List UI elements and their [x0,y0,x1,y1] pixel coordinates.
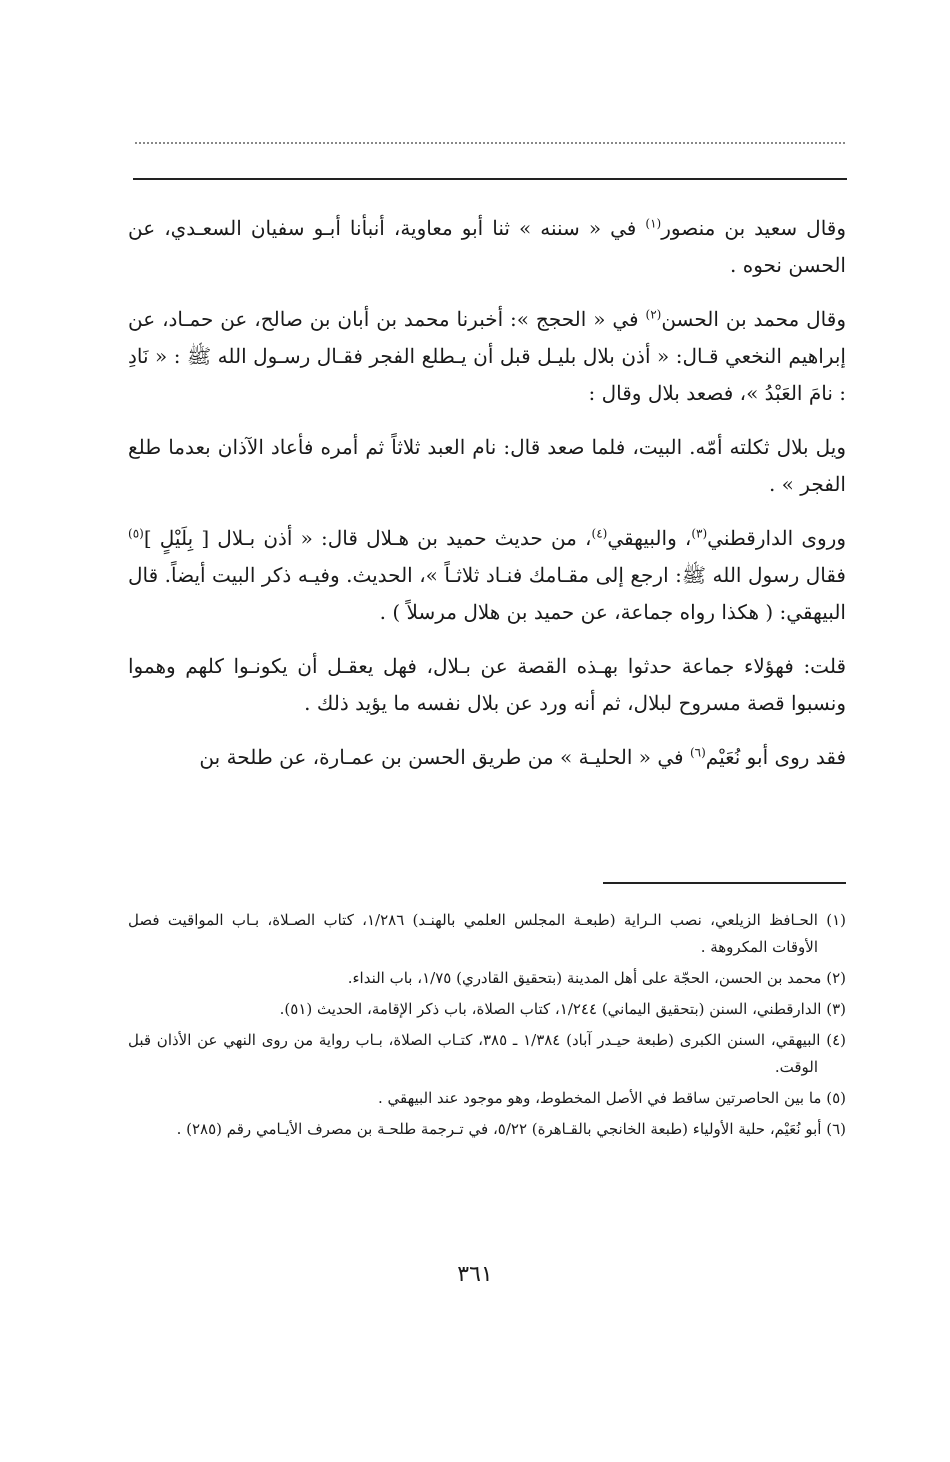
footnote: (٤) البيهقي، السنن الكبرى (طبعة حيـدر آباد) ١/٣٨٤ ـ ٣٨٥، كتـاب الصلاة، بـاب رواية من روى النهي عن الأذان قبل الوقت. [128,1031,846,1076]
header-rule [133,178,847,180]
paragraph: قلت: فهؤلاء جماعة حدثوا بهـذه القصة عن بـلال، فهل يعقـل أن يكونـوا كلهم وهموا ونسبوا قصة مسروح لبلال، ثم أنه ورد عن بلال نفسه ما يؤيد ذلك . [128,654,846,715]
paragraph: ويل بلال ثكلته أمّه. البيت، فلما صعد قال: نام العبد ثلاثاً ثم أمره فأعاد الآذان بعدما طلع الفجر » . [128,435,846,496]
footnote: (٢) محمد بن الحسن، الحجّة على أهل المدينة (بتحقيق القادري) ١/٧٥، باب النداء. [347,969,846,987]
footnote-ref: (٤) [591,526,608,541]
footnote-ref: (٥) [128,526,144,541]
paragraph: وروى الدارقطني$^{(٣)}$، والبيهقي$^{(٤)}$، من حديث حميد بن هـلال قال: « أذن بـلال [ بِلَيْلٍ ]$^{(٥)}$ فقال رسول الله ﷺ: ارجع إلى مقـامك فنـاد ثلاثـاً »، الحديث. وفيـه ذكر البيت أيضاً. قال البيهقي: ( هكذا رواه جماعة، عن حميد بن هلال مرسلاً ) . [128,526,846,624]
main-text [128,210,846,793]
page-number: ٣٦١ [457,1262,493,1287]
header-dotted-line [135,142,845,144]
footnote-ref: (٦) [689,745,706,760]
footnote-ref: (١) [645,216,662,231]
footnote-separator [603,882,846,884]
footnote: (١) الحـافظ الزيلعي، نصب الـراية (طبعـة المجلس العلمي بالهنـد) ١/٢٨٦، كتاب الصـلاة، بـاب المواقيت فصل الأوقات المكروهة . [128,911,846,956]
paragraph: وقال محمد بن الحسن$^{(٢)}$ في « الحجج »: أخبرنا محمد بن أبان بن صالح، عن حمـاد، عن إبراهيم النخعي قـال: « أذن بلال بليـل قبل أن يـطلع الفجر فقـال رسـول الله ﷺ : « نَادِ : نامَ العَبْدُ »، فصعد بلال وقال : [128,307,846,405]
footnote: (٥) ما بين الحاصرتين ساقط في الأصل المخطوط، وهو موجود عند البيهقي . [377,1089,846,1107]
paragraph: وقال سعيد بن منصور$^{(١)}$ في « سننه » ثنا أبو معاوية، أنبأنا أبـو سفيان السعـدي، عن الحسن نحوه . [128,216,847,277]
footnotes [128,907,846,1147]
footnote-ref: (٢) [645,307,662,322]
paragraph: فقد روى أبو نُعَيْم$^{(٦)}$ في « الحليـة » من طريق الحسن بن عمـارة، عن طلحة بن [199,745,846,769]
footnote-ref: (٣) [691,526,708,541]
footnote: (٦) أبو نُعَيْم، حلية الأولياء (طبعة الخانجي بالقـاهرة) ٥/٢٢، في تـرجمة طلحـة بن مصرف الأيـامي رقم (٢٨٥) . [176,1120,846,1138]
footnote: (٣) الدارقطني، السنن (بتحقيق اليماني) ١/٢٤٤، كتاب الصلاة، باب ذكر الإقامة، الحديث (٥١). [279,1000,846,1018]
